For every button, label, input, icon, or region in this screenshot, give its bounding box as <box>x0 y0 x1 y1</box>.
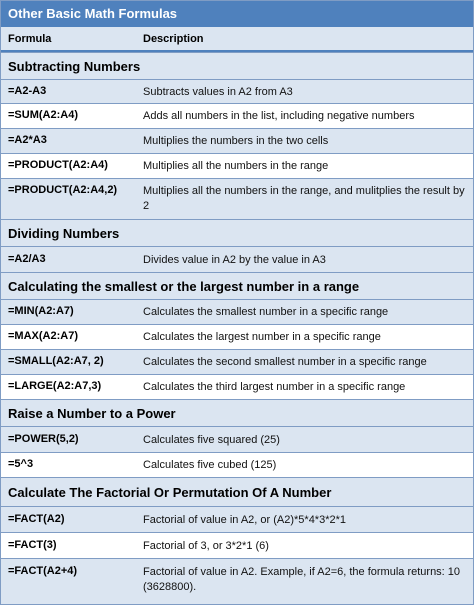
table-row <box>1 558 473 604</box>
section-title: Calculating the smallest or the largest number in a range <box>8 279 360 294</box>
description-cell: Factorial of 3, or 3*2*1 (6) <box>143 540 269 552</box>
formula-cell: =SUM(A2:A4) <box>8 109 78 121</box>
description-cell: Calculates the smallest number in a specific range <box>143 306 389 318</box>
formula-cell: =MAX(A2:A7) <box>8 330 78 342</box>
section-header <box>1 52 473 79</box>
formula-cell: =FACT(A2) <box>8 513 65 525</box>
description-cell: Calculates the second smallest number in a specific range <box>143 356 427 368</box>
section-title: Dividing Numbers <box>8 226 120 241</box>
description-cell: Adds all numbers in the list, including negative numbers <box>143 110 415 122</box>
formula-cell: =PRODUCT(A2:A4) <box>8 159 108 171</box>
table-title: Other Basic Math Formulas <box>1 1 473 27</box>
table-row <box>1 153 473 178</box>
formula-cell: =A2-A3 <box>8 85 47 97</box>
table-row <box>1 299 473 324</box>
section-title: Raise a Number to a Power <box>8 406 176 421</box>
section-header <box>1 219 473 246</box>
description-cell: Multiplies the numbers in the two cells <box>143 135 329 147</box>
formula-cell: =POWER(5,2) <box>8 433 79 445</box>
section-header <box>1 399 473 426</box>
description-cell: Calculates five cubed (125) <box>143 459 277 471</box>
table-row <box>1 506 473 532</box>
section-header <box>1 477 473 506</box>
table-row <box>1 532 473 558</box>
table-row <box>1 178 473 219</box>
formula-cell: =LARGE(A2:A7,3) <box>8 380 102 392</box>
formula-cell: =SMALL(A2:A7, 2) <box>8 355 104 367</box>
table-row <box>1 349 473 374</box>
description-cell: Divides value in A2 by the value in A3 <box>143 254 326 266</box>
description-cell: Calculates the largest number in a specific range <box>143 331 381 343</box>
formula-cell: =MIN(A2:A7) <box>8 305 74 317</box>
description-cell: Subtracts values in A2 from A3 <box>143 86 293 98</box>
formula-cell: =FACT(3) <box>8 539 57 551</box>
table-row <box>1 79 473 103</box>
description-cell: Calculates five squared (25) <box>143 434 280 446</box>
section-title: Subtracting Numbers <box>8 59 141 74</box>
description-cell: Multiplies all the numbers in the range, and mulitplies the result by 2 <box>143 185 465 212</box>
formula-cell: =A2/A3 <box>8 253 46 265</box>
table-row <box>1 452 473 477</box>
description-column-header: Description <box>143 33 204 45</box>
table-header-row <box>1 27 473 52</box>
section-header <box>1 272 473 299</box>
section-title: Calculate The Factorial Or Permutation Of A Number <box>8 485 332 500</box>
formula-column-header: Formula <box>8 33 52 45</box>
description-cell: Calculates the third largest number in a specific range <box>143 381 406 393</box>
formula-cell: =FACT(A2+4) <box>8 565 78 577</box>
description-cell: Factorial of value in A2. Example, if A2=6, the formula returns: 10 (3628800). <box>143 566 461 593</box>
table-row <box>1 374 473 399</box>
table-row <box>1 324 473 349</box>
description-cell: Multiplies all the numbers in the range <box>143 160 329 172</box>
table-row <box>1 103 473 128</box>
table-row <box>1 426 473 452</box>
table-row <box>1 128 473 153</box>
description-cell: Factorial of value in A2, or (A2)*5*4*3*2*1 <box>143 514 347 526</box>
formula-cell: =5^3 <box>8 458 34 470</box>
table-row <box>1 246 473 272</box>
formula-cell: =A2*A3 <box>8 134 47 146</box>
formula-cell: =PRODUCT(A2:A4,2) <box>8 184 118 196</box>
